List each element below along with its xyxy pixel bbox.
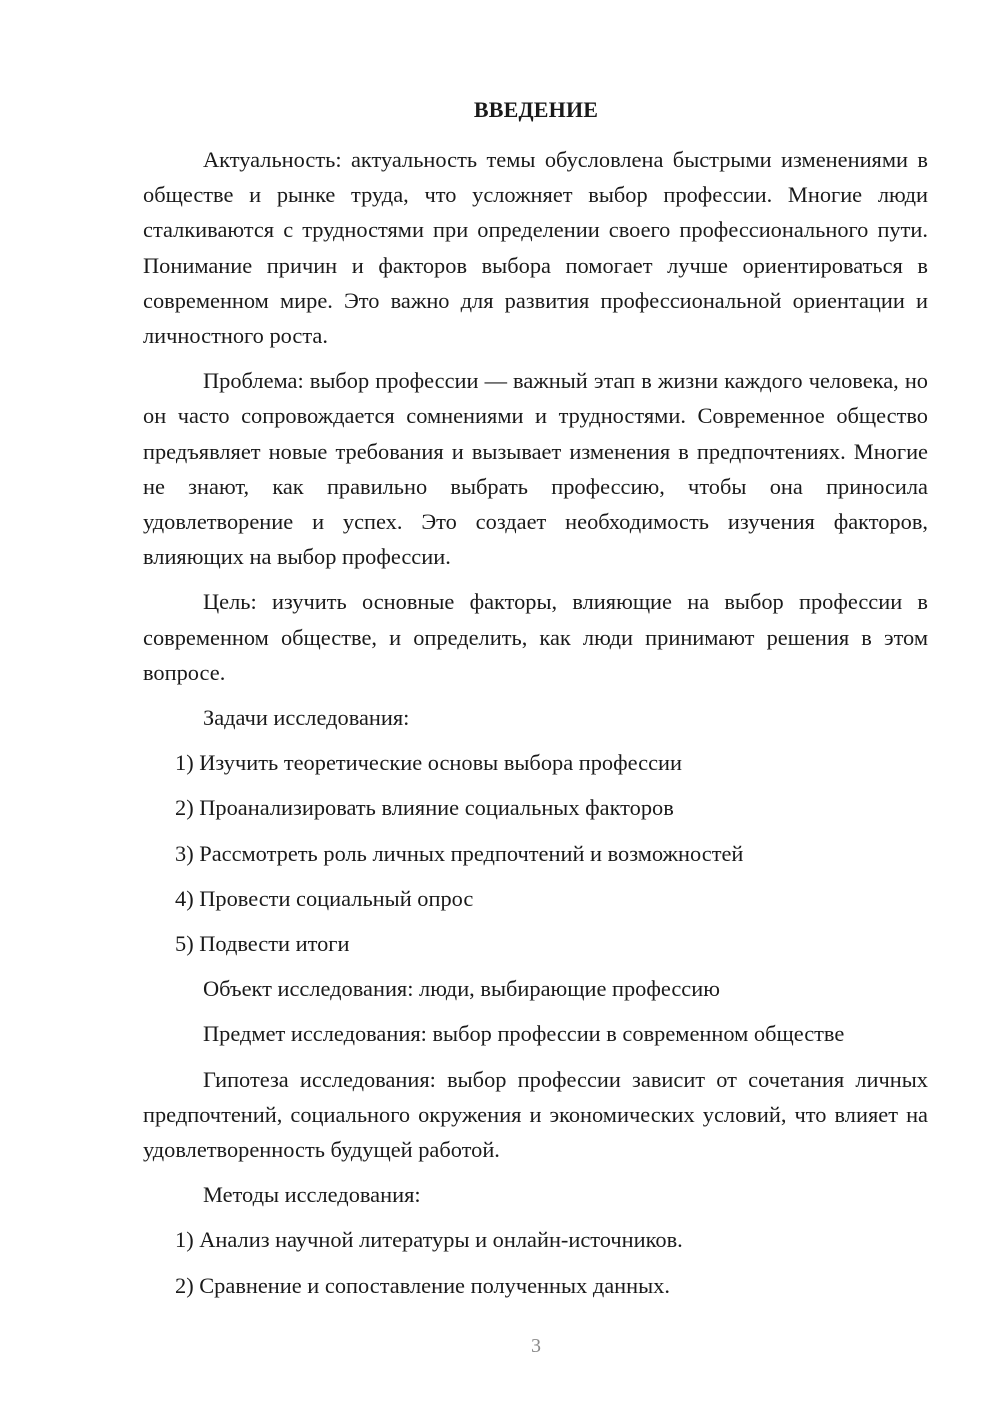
method-item: 1) Анализ научной литературы и онлайн-источников.: [175, 1227, 683, 1253]
tasks-title: Задачи исследования:: [203, 705, 410, 731]
methods-title: Методы исследования:: [203, 1182, 421, 1208]
goal-paragraph: Цель: изучить основные факторы, влияющие на выбор профессии в современном обществе, и определить, как люди принимают решения в этом вопросе.: [143, 589, 928, 685]
document-body: [143, 142, 928, 1313]
subject-line: Предмет исследования: выбор профессии в современном обществе: [203, 1021, 845, 1047]
task-item: 4) Провести социальный опрос: [175, 885, 474, 911]
hypothesis-paragraph: Гипотеза исследования: выбор профессии зависит от сочетания личных предпочтений, социального окружения и экономических условий, что влияет на удовлетворенность будущей работой.: [143, 1066, 928, 1163]
problem-paragraph: Проблема: выбор профессии — важный этап в жизни каждого человека, но он часто сопровождается сомнениями и трудностями. Современное общество предъявляет новые требования и вызывает изменения в предпочтениях. Многие не знают, как правильно выбрать профессию, чтобы она приносила удовлетворение и успех. Это создает необходимость изучения факторов, влияющих на выбор профессии.: [143, 368, 928, 570]
object-line: Объект исследования: люди, выбирающие профессию: [203, 976, 720, 1002]
task-item: 1) Изучить теоретические основы выбора профессии: [175, 750, 682, 776]
method-item: 2) Сравнение и сопоставление полученных данных.: [175, 1272, 670, 1298]
task-item: 3) Рассмотреть роль личных предпочтений и возможностей: [175, 840, 744, 866]
page-number: 3: [531, 1335, 541, 1357]
task-item: 5) Подвести итоги: [175, 931, 350, 957]
section-heading: ВВЕДЕНИЕ: [473, 97, 599, 122]
task-item: 2) Проанализировать влияние социальных факторов: [175, 795, 674, 821]
relevance-paragraph: Актуальность: актуальность темы обусловлена быстрыми изменениями в обществе и рынке труда, что усложняет выбор профессии. Многие люди сталкиваются с трудностями при определении своего профессионального пути. Понимание причин и факторов выбора помогает лучше ориентироваться в современном мире. Это важно для развития профессиональной ориентации и личностного роста.: [143, 147, 928, 349]
